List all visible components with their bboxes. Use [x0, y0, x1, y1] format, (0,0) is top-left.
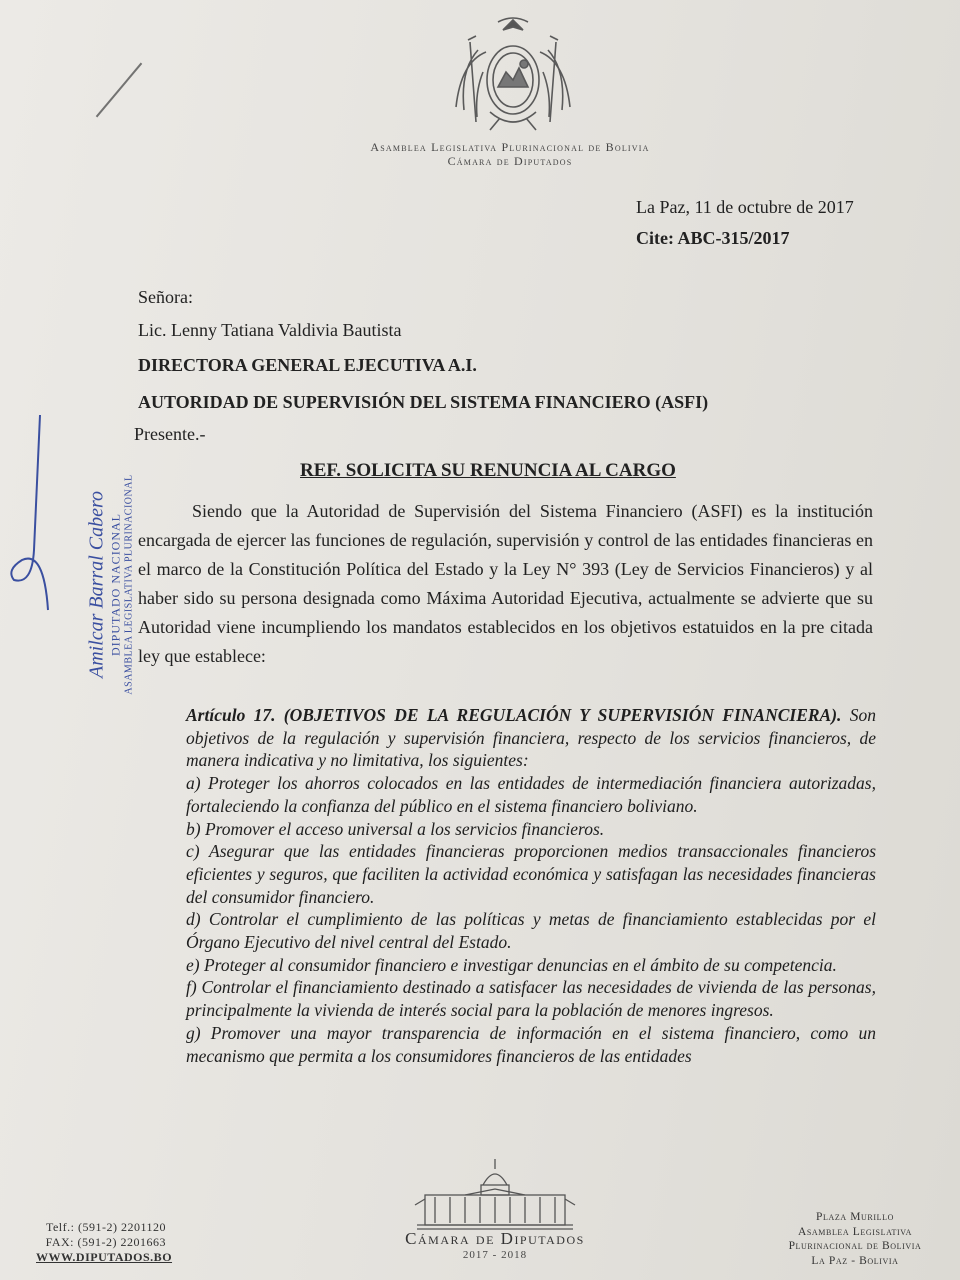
institution-name: Asamblea Legislativa Plurinacional de Bolivia — [370, 140, 650, 154]
presente: Presente.- — [134, 424, 206, 444]
pen-mark — [96, 63, 143, 118]
address-line: Asamblea Legislativa — [797, 1225, 913, 1238]
footer-fax: FAX: (591-2) 2201663 — [45, 1235, 166, 1249]
body-text: Siendo que la Autoridad de Supervisión del Sistema Financiero (ASFI) es la institución encargada de ejercer las funciones de regulación, supervisión y control de las entidades financieras en el marco de la Constitución Política del Estado y la Ley N° 393 (Ley de Servicios Financieros) y al haber sido su persona designada como Máxima Autoridad Ejecutiva, actualmente se advierte que su Autoridad viene incumpliendo los mandatos establecidos en los objetivos estatuidos en la pre citada ley que establece: — [138, 501, 873, 666]
footer-chamber-title: Cámara de Diputados — [405, 1229, 585, 1248]
address-line: Plaza Murillo — [816, 1211, 894, 1223]
article-item: c) Asegurar que las entidades financieras proporcionen medios transaccionales financieros eficientes y seguros, que faciliten la actividad económica y satisfagan las necesidades financieras del consumidor financiero. — [186, 841, 876, 907]
reference-line: REF. SOLICITA SU RENUNCIA AL CARGO — [300, 460, 676, 481]
addressee-position: DIRECTORA GENERAL EJECUTIVA A.I. — [138, 355, 477, 375]
addressee-entity: AUTORIDAD DE SUPERVISIÓN DEL SISTEMA FINANCIERO (ASFI) — [138, 392, 709, 412]
address-line: Plurinacional de Bolivia — [788, 1240, 922, 1252]
address-line: La Paz - Bolivia — [811, 1254, 899, 1267]
stamp-org: ASAMBLEA LEGISLATIVA PLURINACIONAL — [123, 474, 135, 695]
addressee-name: Lic. Lenny Tatiana Valdivia Bautista — [138, 320, 402, 340]
article-item: g) Promover una mayor transparencia de información en el sistema financiero, como un mecanismo que permita a los consumidores financieros de las entidades — [186, 1022, 876, 1066]
article-item: b) Promover el acceso universal a los servicios financieros. — [186, 818, 605, 839]
article-quote — [186, 704, 876, 1067]
stamp-title: DIPUTADO NACIONAL — [108, 512, 123, 657]
footer-logo — [370, 1155, 620, 1261]
body-paragraph — [138, 497, 873, 671]
stamp-name: Amilcar Barral Cabero — [85, 490, 108, 679]
footer-tel: Telf.: (591-2) 2201120 — [45, 1220, 166, 1234]
coat-of-arms-icon — [438, 12, 588, 137]
salutation: Señora: — [138, 287, 193, 307]
footer-years: 2017 - 2018 — [462, 1249, 528, 1261]
letter-cite: Cite: ABC-315/2017 — [636, 228, 790, 248]
footer-address — [770, 1210, 940, 1268]
signature — [4, 410, 54, 630]
article-intro: Son objetivos de la regulación y supervisión financiera, respecto de los servicios financieros, de manera indicativa y no limitativa, los siguientes: — [186, 705, 876, 771]
article-item: a) Proteger los ahorros colocados en las entidades de intermediación financiera autorizadas, fortaleciendo la confianza del público en el sistema financiero boliviano. — [186, 773, 876, 816]
article-item: e) Proteger al consumidor financiero e investigar denuncias en el ámbito de su competencia. — [186, 954, 837, 975]
footer-website-link[interactable]: WWW.DIPUTADOS.BO — [36, 1250, 173, 1264]
chamber-name: Cámara de Diputados — [447, 154, 573, 168]
letter-date: La Paz, 11 de octubre de 2017 — [636, 197, 854, 217]
article-heading: Artículo 17. (OBJETIVOS DE LA REGULACIÓN Y SUPERVISIÓN FINANCIERA). — [186, 705, 842, 725]
article-item: f) Controlar el financiamiento destinado a satisfacer las necesidades de vivienda de las personas, principalmente la vivienda de interés social para la población de menores ingresos. — [186, 977, 876, 1021]
legislature-building-icon — [395, 1155, 595, 1235]
footer-contact — [36, 1220, 173, 1265]
article-item: d) Controlar el cumplimiento de las políticas y metas de financiamiento establecidas por el Órgano Ejecutivo del nivel central del Estado. — [186, 909, 876, 953]
deputy-stamp — [86, 435, 135, 735]
institution-header — [340, 140, 680, 168]
